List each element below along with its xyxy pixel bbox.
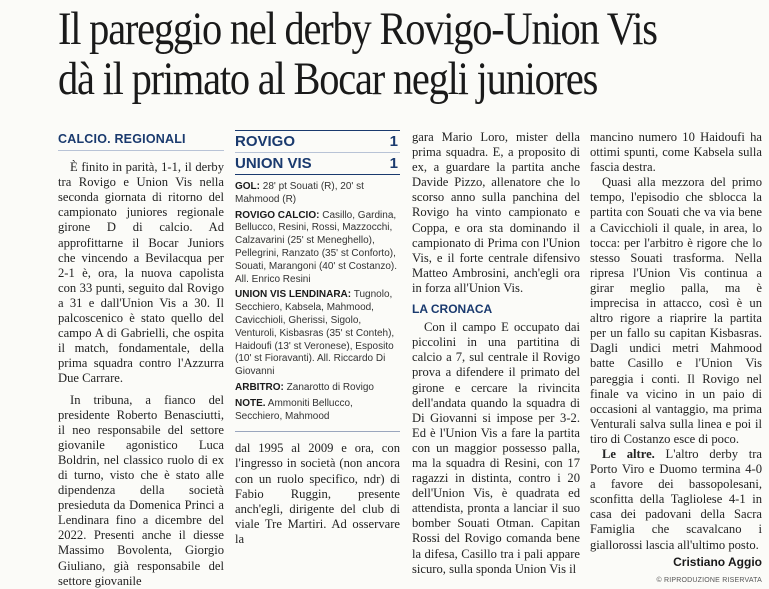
fact-label: ROVIGO CALCIO:: [235, 209, 320, 221]
article-paragraph: Con il campo E occupato dai piccolini in una partitina di calcio a 7, sul centrale il Rovigo prova a difendere il primato del girone e cercare la rivincita dell'andata quando la squadra di Di Giovanni si impose per 3-2. Ed è l'Union Vis a fare la partita con un maggior possesso palla, ma la squadra di Resini, con 17 ragazzi in distinta, contro i 20 dell'Union Vis, è quadrata ed attendista, pronta a lanciar il suo bomber Souati Otman. Capitan Rossi del Rovigo comanda bene la difesa, Casillo tra i pali appare sicuro, sulla sponda Union Vis il: [412, 320, 580, 576]
away-team: UNION VIS: [235, 154, 312, 172]
fact-text: Casillo, Gardina, Bellucco, Resini, Rossi, Mazzocchi, Calzavarini (25' st Meneghello), Pellegrini, Ranzato (35' st Conforto), Souati, Marangoni (40' st Costanzo). All. Enrico Resini: [235, 209, 397, 285]
subheading-la-cronaca: LA CRONACA: [412, 302, 493, 317]
article-paragraph: gara Mario Loro, mister della prima squadra. E, a proposito di ex, a guardare la partita anche Davide Pizzo, allenatore che lo scorso anno sulla panchina del Rovigo ha vinto campionato e Coppa, e ora sta dominando il campionato di Prima con l'Union Vis, e il forte centrale difensivo Matteo Ambrosini, anch'egli ora in forza all'Union Vis.: [412, 130, 580, 295]
column-2: [235, 130, 400, 547]
column-3: [412, 130, 580, 577]
article-paragraph: mancino numero 10 Haidoufi ha ottimi spunti, come Kabsela sulla fascia destra.: [590, 130, 762, 175]
fact-gol: [235, 181, 400, 207]
divider: [235, 431, 400, 432]
score-row-home: [235, 131, 400, 152]
article-paragraph: Quasi alla mezzora del primo tempo, l'episodio che sblocca la partita con Souati che va via bene a Cavicchioli il quale, in area, lo tocca: per l'arbitro è rigore che lo stesso Souati trasforma. Nella ripresa l'Union Vis continua a girar meglio palla, ma è imprecisa in attacco, così è un altro rigore a riaprire la partita per un fallo su capitan Kisbasras. Dagli undici metri Mahmood batte Casillo e l'Union Vis pareggia i conti. Il Rovigo nel finale va vicino in un paio di occasioni al vantaggio, ma prima Venturali salva sulla linea e poi il tiro di Costanzo esce di poco.: [590, 175, 762, 446]
fact-arbitro: [235, 382, 400, 395]
paragraph-text: L'altro derby tra Porto Viro e Duomo termina 4-0 a favore dei bassopolesani, sconfitta della Tagliolese 4-1 in casa dei padovani della Sacra Famiglia che scavalcano i giallorossi lascia all'ultimo posto.: [590, 446, 762, 552]
article-paragraph: È finito in parità, 1-1, il derby tra Rovigo e Union Vis nella seconda giornata di ritorno del campionato juniores regionale girone D di calcio. Ad approfittarne il Bocar Juniors che vincendo a Bevilacqua per 2-1 è, ora, la nuova capolista con 33 punti, seguito dal Rovigo a 31 e dall'Union Vis a 30. Il palcoscenico è stato quello del campo A di Gabrielli, che ospita il match, fondamentale, della prima squadra contro l'Azzurra Due Carrare.: [58, 160, 224, 386]
column-4: [590, 130, 762, 588]
fact-text: Zanarotto di Rovigo: [286, 381, 374, 393]
fact-text: Ammoniti Bellucco, Secchiero, Mahmood: [235, 397, 353, 422]
score-box: [235, 130, 400, 175]
fact-text: Tugnolo, Secchiero, Kabsela, Mahmood, Cavicchioli, Gherissi, Sigolo, Venturoli, Kisbasras (35' st Conteh), Haidoufi (13' st Veronese), Esposito (10' st Fioravanti). All. Riccardo Di Giovanni: [235, 289, 395, 378]
fact-note: [235, 398, 400, 424]
article-paragraph: In tribuna, a fianco del presidente Roberto Benasciutti, il neo responsabile del settore giovanile agonistico Luca Boldrin, nel classico ruolo di ex di turno, visto che è stato alle dipendenza della società presieduta da Domenica Princi a Lendinara fino a dicembre del 2022. Presenti anche il diesse Massimo Bovolenta, Giorgio Giuliano, già responsabile del settore giovanile: [58, 392, 224, 588]
headline: [58, 4, 664, 104]
match-facts: [235, 181, 400, 423]
byline: Cristiano Aggio: [673, 554, 762, 569]
article-paragraph: [590, 447, 762, 553]
copyright-notice: © RIPRODUZIONE RISERVATA: [656, 576, 762, 584]
fact-text: 28' pt Souati (R), 20' st Mahmood (R): [235, 181, 364, 205]
headline-line-2: dà il primato al Bocar negli juniores: [58, 53, 598, 105]
paragraph-lead: Le altre.: [602, 446, 655, 461]
column-1: [58, 130, 224, 589]
fact-label: UNION VIS LENDINARA:: [235, 289, 352, 301]
away-score: 1: [389, 154, 398, 172]
fact-label: GOL:: [235, 181, 260, 192]
fact-label: ARBITRO:: [235, 381, 284, 393]
fact-rovigo: [235, 210, 400, 287]
article-paragraph: dal 1995 al 2009 e ora, con l'ingresso in società (non ancora con un ruolo specifico, ndr) di Fabio Ruggin, presente anch'egli, dirigente del club di viale Tre Martiri. Ad osservare la: [235, 441, 400, 546]
score-row-away: [235, 152, 400, 174]
headline-line-1: Il pareggio nel derby Rovigo-Union Vis: [58, 3, 657, 55]
home-score: 1: [389, 132, 398, 150]
home-team: ROVIGO: [235, 132, 296, 150]
fact-union: [235, 289, 400, 379]
fact-label: NOTE.: [235, 397, 266, 409]
section-label: CALCIO. REGIONALI: [58, 130, 224, 151]
